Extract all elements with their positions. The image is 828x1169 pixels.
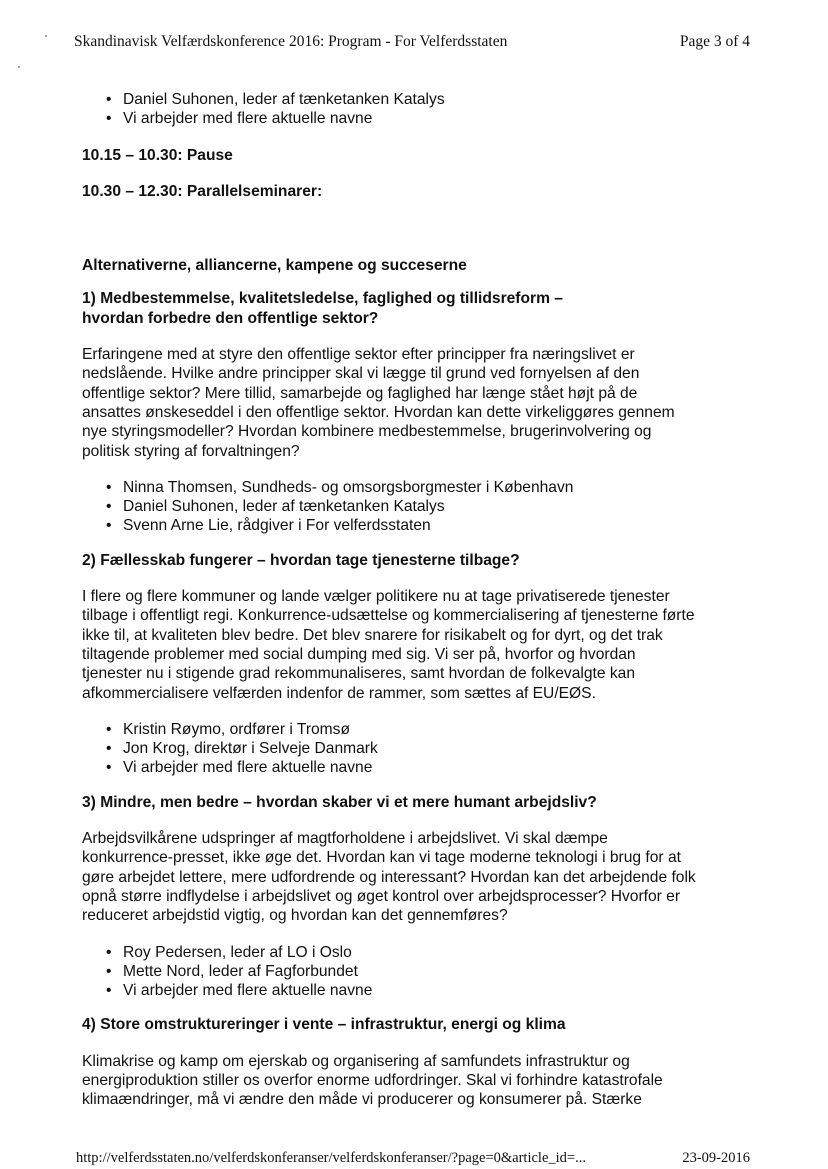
seminar-1-title-cont: hvordan forbedre den offentlige sektor? [82,309,379,327]
schedule-parallel: 10.30 – 12.30: Parallelseminarer: [82,182,323,200]
seminar-2 [82,551,762,778]
list-item: • Roy Pedersen, leder af LO i Oslo [106,943,762,962]
section-title: Alternativerne, alliancerne, kampene og succeserne [82,257,467,275]
seminar-3-body [82,829,762,925]
seminar-3-title: 3) Mindre, men bedre – hvordan skaber vi et mere humant arbejdsliv? [82,793,597,811]
body-line: Erfaringene med at styre den offentlige sektor efter principper fra næringslivet er [82,346,635,364]
body-line: politisk styring af forvaltningen? [82,442,300,460]
source-url: http://velferdsstaten.no/velferdskonferanser/velferdskonferanser/?page=0&article_id=... [76,1150,586,1166]
body-line: gøre arbejdet lettere, mere udfordrende og interessant? Hvordan kan det arbejdende folk [82,868,696,886]
body-line: tjenester nu i stigende grad rekommunaliseres, samt hvordan de folkevalgte kan [82,665,636,683]
seminar-1-title: 1) Medbestemmelse, kvalitetsledelse, faglighed og tillidsreform – [82,290,563,308]
page-header [74,33,750,51]
seminar-3-speakers [82,943,762,1001]
body-line: I flere og flere kommuner og lande vælger politikere nu at tage privatiserede tjenester [82,588,670,606]
list-item: • Jon Krog, direktør i Selveje Danmark [106,739,762,758]
schedule-pause: 10.15 – 10.30: Pause [82,146,233,164]
seminar-2-body [82,587,762,703]
list-item: • Mette Nord, leder af Fagforbundet [106,962,762,981]
body-line: nye styringsmodeller? Hvordan kombinere medbestemmelse, brugerinvolvering og [82,423,652,441]
body-line: nedslående. Hvilke andre principper skal vi lægge til grund ved fornyelsen af den [82,365,640,383]
page-number: Page 3 of 4 [679,33,750,50]
body-line: energiproduktion stiller os overfor enorme udfordringer. Skal vi forhindre katastrofale [82,1071,663,1089]
page-footer [76,1150,750,1167]
document-title: Skandinavisk Velfærdskonference 2016: Program - For Velferdsstaten [74,33,508,50]
seminar-1-speakers [82,478,762,536]
body-line: offentlige sektor? Mere tillid, samarbejde og faglighed har længe stået højt på de [82,384,638,402]
seminar-4-body [82,1052,762,1110]
body-line: ansattes ønskeseddel i den offentlige sektor. Hvordan kan dette virkeliggøres gennem [82,403,675,421]
page-content [82,90,762,1110]
seminar-4-title: 4) Store omstruktureringer i vente – infrastruktur, energi og klima [82,1016,566,1034]
body-line: tilbage i offentligt regi. Konkurrence-udsættelse og kommercialisering af tjenesterne førte [82,607,695,625]
body-line: konkurrence-presset, ikke øge det. Hvordan kan vi tage moderne teknologi i brug for at [82,849,681,867]
list-item: • Svenn Arne Lie, rådgiver i For velferdsstaten [106,516,762,535]
scan-speck [45,35,47,37]
scan-speck [18,66,20,68]
body-line: Klimakrise og kamp om ejerskab og organisering af samfundets infrastruktur og [82,1052,630,1070]
list-item: • Vi arbejder med flere aktuelle navne [106,758,762,777]
seminar-2-speakers [82,720,762,778]
body-line: afkommercialisere velfærden indenfor de rammer, som sættes af EU/EØS. [82,684,596,702]
list-item: • Vi arbejder med flere aktuelle navne [106,981,762,1000]
seminar-4 [82,1015,762,1109]
list-item: • Ninna Thomsen, Sundheds- og omsorgsborgmester i København [106,478,762,497]
print-date: 23-09-2016 [682,1150,750,1166]
seminar-3 [82,793,762,1001]
seminar-1 [82,289,762,535]
list-item: • Daniel Suhonen, leder af tænketanken Katalys [106,497,762,516]
body-line: ikke til, at kvaliteten blev bedre. Det blev snarere for risikabelt og for dyrt, og det trak [82,626,663,644]
body-line: tiltagende problemer med social dumping med sig. Vi ser på, hvorfor og hvordan [82,645,636,663]
body-line: opnå større indflydelse i arbejdslivet og øget kontrol over arbejdsprocesser? Hvorfor er [82,887,681,905]
list-item: • Vi arbejder med flere aktuelle navne [106,109,762,128]
seminar-1-body [82,345,762,461]
body-line: klimaændringer, må vi ændre den måde vi producerer og konsumerer på. Stærke [82,1091,642,1109]
list-item: • Daniel Suhonen, leder af tænketanken Katalys [106,90,762,109]
body-line: reduceret arbejdstid vigtig, og hvordan kan det gennemføres? [82,907,508,925]
body-line: Arbejdsvilkårene udspringer af magtforholdene i arbejdslivet. Vi skal dæmpe [82,830,608,848]
seminar-2-title: 2) Fællesskab fungerer – hvordan tage tjenesterne tilbage? [82,551,520,569]
list-item: • Kristin Røymo, ordfører i Tromsø [106,720,762,739]
intro-speaker-list [82,90,762,129]
